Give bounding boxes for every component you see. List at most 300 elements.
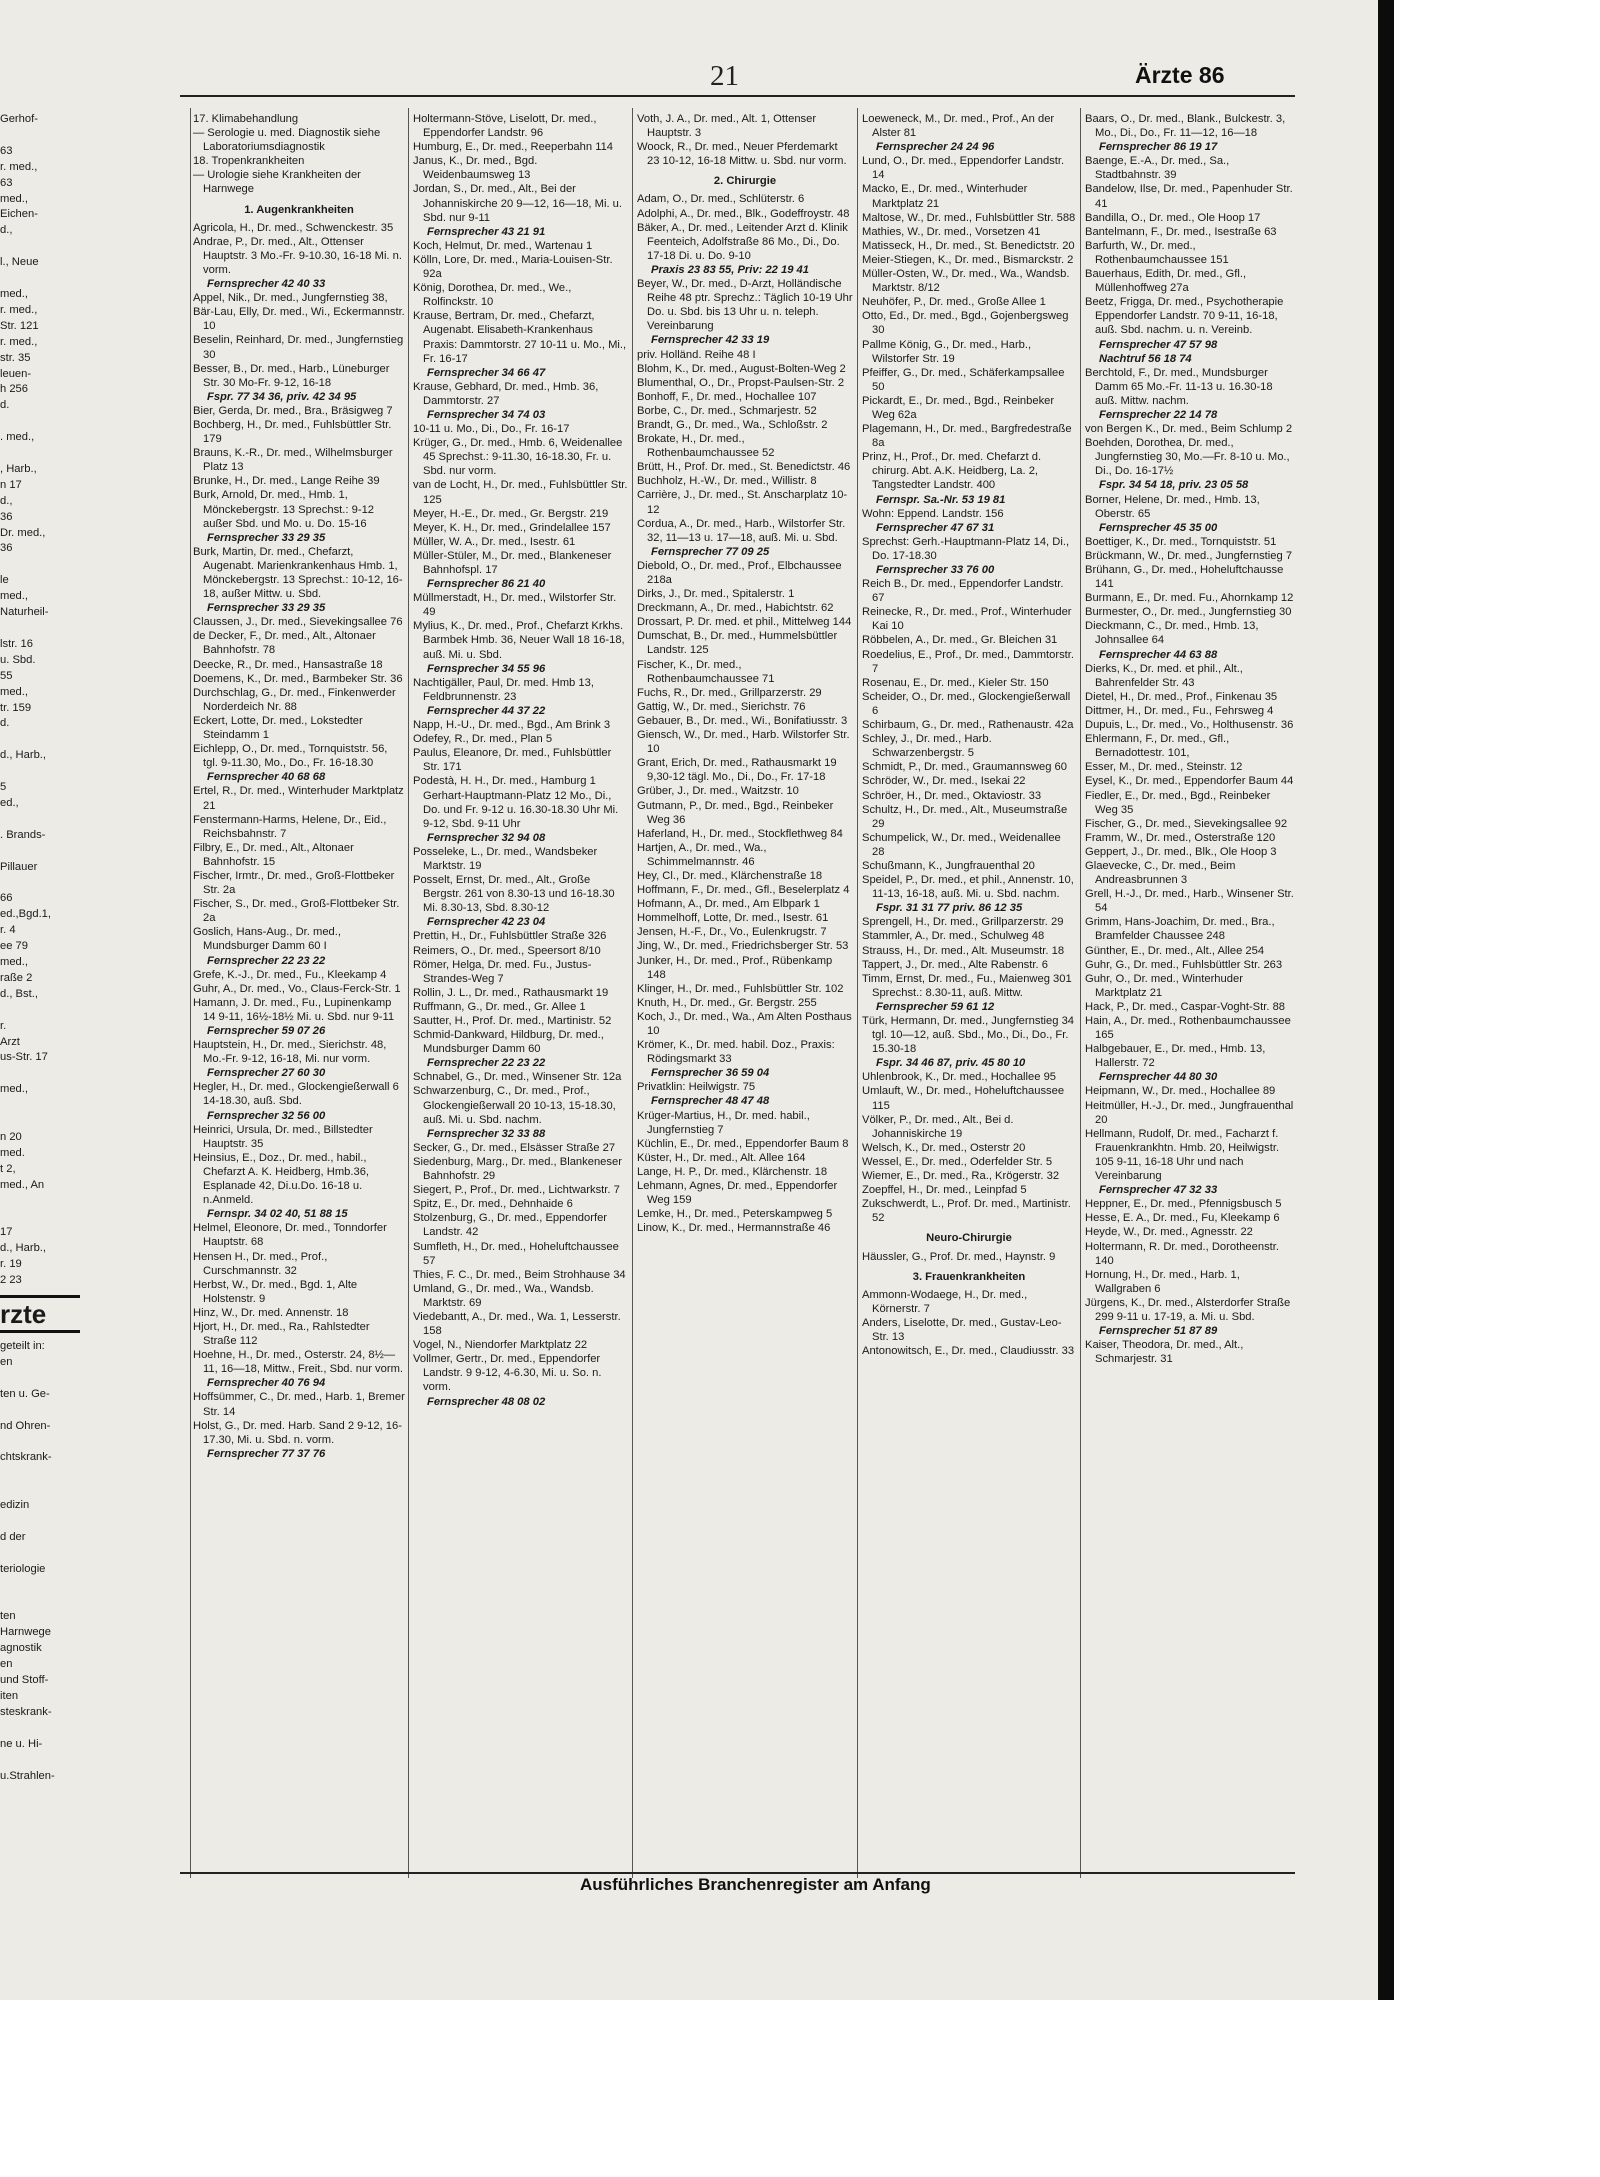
- directory-entry: Beetz, Frigga, Dr. med., Psychotherapie Eppendorfer Landstr. 70 9-11, 16-18, auß. Sbd. nachm. u. n. Vereinb.: [1085, 296, 1284, 337]
- directory-entry: Cordua, A., Dr. med., Harb., Wilstorfer Str. 32, 11—13 u. 17—18, auß. Mi. u. Sbd.: [637, 517, 846, 544]
- directory-entry: Hamann, J. Dr. med., Fu., Lupinenkamp 14 9-11, 16½-18½ Mi. u. Sbd. nur 9-11: [193, 996, 395, 1023]
- section-heading: 2. Chirurgie: [713, 175, 777, 188]
- directory-entry: — Serologie u. med. Diagnostik siehe Laboratoriumsdiagnostik: [193, 127, 381, 154]
- adjacent-page-fragment: . Brands-: [0, 828, 46, 841]
- adjacent-page-fragment: [0, 1114, 80, 1130]
- directory-entry: Krömer, K., Dr. med. habil. Doz., Praxis: Rödingsmarkt 33: [637, 1039, 835, 1066]
- adjacent-page-fragment: n 17: [0, 478, 22, 491]
- directory-entry: Agricola, H., Dr. med., Schwenckestr. 35: [193, 221, 394, 234]
- directory-entry: Heinrici, Ursula, Dr. med., Billstedter Hauptstr. 35: [193, 1123, 373, 1150]
- adjacent-page-fragment: [0, 876, 80, 892]
- directory-entry: Hesse, E. A., Dr. med., Fu, Kleekamp 6: [1085, 1212, 1280, 1225]
- directory-entry: Schley, J., Dr. med., Harb. Schwarzenbergstr. 5: [862, 733, 992, 760]
- directory-entry: Doemens, K., Dr. med., Barmbeker Str. 36: [193, 672, 403, 685]
- adjacent-page-fragment: [0, 1482, 80, 1498]
- adjacent-page-fragment: [0, 1721, 80, 1737]
- adjacent-page-fragment: 66: [0, 892, 13, 905]
- column-divider: [408, 108, 409, 1878]
- phone-line: Fernsprecher 86 19 17: [1099, 141, 1218, 154]
- directory-entry: Jordan, S., Dr. med., Alt., Bei der Johanniskirche 20 9—12, 16—18, Mi. u. Sbd. nur 9-11: [413, 183, 622, 224]
- phone-line: Fernsprecher 77 09 25: [651, 545, 770, 558]
- phone-line: Fernsprecher 33 29 35: [207, 531, 326, 544]
- directory-entry: Spitz, E., Dr. med., Dehnhaide 6: [413, 1198, 573, 1211]
- directory-entry: Napp, H.-U., Dr. med., Bgd., Am Brink 3: [413, 719, 611, 732]
- directory-entry: Jürgens, K., Dr. med., Alsterdorfer Straße 299 9-11 u. 17-19, a. Mi. u. Sbd.: [1085, 1296, 1291, 1323]
- directory-entry: Podestà, H. H., Dr. med., Hamburg 1 Gerhart-Hauptmann-Platz 12 Mo., Di., Do. und Fr. 9-12 u. 16.30-18.30 Uhr Mi. 9-12, Sbd. 9-11 Uhr: [413, 775, 619, 830]
- adjacent-page-fragment: steskrank-: [0, 1705, 52, 1718]
- directory-entry: Schirbaum, G., Dr. med., Rathenaustr. 42a: [862, 719, 1074, 732]
- directory-entry: Baenge, E.-A., Dr. med., Sa., Stadtbahnstr. 39: [1085, 155, 1230, 182]
- running-head: Ärzte 86: [1135, 62, 1225, 88]
- directory-entry: König, Dorothea, Dr. med., We., Rolfinckstr. 10: [413, 282, 572, 309]
- directory-entry: Janus, K., Dr. med., Bgd. Weidenbaumsweg 13: [413, 155, 538, 182]
- phone-line: Fernsprecher 34 66 47: [427, 366, 546, 379]
- directory-entry: Koch, Helmut, Dr. med., Wartenau 1: [413, 239, 593, 252]
- directory-entry: Brokate, H., Dr. med., Rothenbaumchaussee 52: [637, 433, 775, 460]
- phone-line: Fernsprecher 32 56 00: [207, 1109, 326, 1122]
- directory-entry: Strauss, H., Dr. med., Alt. Museumstr. 18: [862, 944, 1065, 957]
- adjacent-page-fragment: leuen-: [0, 367, 32, 380]
- adjacent-page-fragment: 36: [0, 510, 13, 523]
- directory-entry: Hack, P., Dr. med., Caspar-Voght-Str. 88: [1085, 1000, 1286, 1013]
- directory-entry: Eichlepp, O., Dr. med., Tornquiststr. 56, tgl. 9-11.30, Mo., Do., Fr. 16-18.30: [193, 743, 388, 770]
- directory-column-2: [413, 112, 628, 1872]
- directory-entry: Fischer, K., Dr. med., Rothenbaumchaussee 71: [637, 658, 775, 685]
- adjacent-page-heading: rzte: [0, 1295, 80, 1333]
- directory-entry: Fischer, Irmtr., Dr. med., Groß-Flottbeker Str. 2a: [193, 869, 395, 897]
- adjacent-page-fragment: 55: [0, 669, 13, 682]
- directory-entry: Burk, Martin, Dr. med., Chefarzt, Augenabt. Marienkrankenhaus Hmb. 1, Mönckebergstr. 13 Sprechst.: 10-12, 16-18, außer Mittw. u. Sbd.: [193, 545, 403, 601]
- directory-entry: Fiedler, E., Dr. med., Bgd., Reinbeker Weg 35: [1085, 789, 1271, 816]
- adjacent-page-fragment: geteilt in:: [0, 1340, 45, 1353]
- directory-entry: Küchlin, E., Dr. med., Eppendorfer Baum 8: [637, 1137, 849, 1150]
- directory-column-1: [193, 112, 405, 1872]
- directory-entry: Grefe, K.-J., Dr. med., Fu., Kleekamp 4: [193, 968, 387, 981]
- directory-entry: Glaevecke, C., Dr. med., Beim Andreasbrunnen 3: [1085, 859, 1236, 887]
- directory-entry: Helmel, Eleonore, Dr. med., Tonndorfer Hauptstr. 68: [193, 1222, 387, 1249]
- directory-entry: Hoffsümmer, C., Dr. med., Harb. 1, Bremer Str. 14: [193, 1391, 405, 1418]
- adjacent-page-fragment: , Harb.,: [0, 462, 37, 475]
- directory-entry: Eysel, K., Dr. med., Eppendorfer Baum 44: [1085, 775, 1294, 788]
- adjacent-page-fragment: le: [0, 574, 9, 587]
- directory-entry: Rollin, J. L., Dr. med., Rathausmarkt 19: [413, 986, 609, 999]
- directory-entry: Müller, W. A., Dr. med., Isestr. 61: [413, 535, 576, 548]
- directory-entry: Jensen, H.-F., Dr., Vo., Eulenkrugstr. 7: [637, 926, 827, 939]
- directory-entry: Schmidt, P., Dr. med., Graumannsweg 60: [862, 761, 1067, 774]
- directory-entry: Bandelow, Ilse, Dr. med., Papenhuder Str. 41: [1085, 183, 1293, 210]
- directory-entry: Brühann, G., Dr. med., Hoheluftchausse 141: [1085, 564, 1284, 591]
- directory-entry: Hauptstein, H., Dr. med., Sierichstr. 48, Mo.-Fr. 9-12, 16-18, Mi. nur vorm.: [193, 1039, 387, 1066]
- directory-entry: Macko, E., Dr. med., Winterhuder Marktplatz 21: [862, 183, 1028, 210]
- directory-entry: Siedenburg, Marg., Dr. med., Blankeneser Bahnhofstr. 29: [413, 1155, 622, 1183]
- adjacent-page-fragment: [0, 1578, 80, 1594]
- header-rule: [180, 95, 1295, 97]
- directory-entry: Lemke, H., Dr. med., Peterskampweg 5: [637, 1208, 833, 1221]
- directory-entry: Mylius, K., Dr. med., Prof., Chefarzt Krkhs. Barmbek Hmb. 36, Neuer Wall 18 16-18, auß. Mi. u. Sbd.: [413, 620, 625, 661]
- phone-line: Fernsprecher 32 94 08: [427, 831, 546, 844]
- adjacent-page-fragment: d., Harb.,: [0, 749, 47, 762]
- directory-entry: Giensch, W., Dr. med., Harb. Wilstorfer Str. 10: [637, 729, 850, 756]
- phone-line: Fernsprecher 77 37 76: [207, 1447, 326, 1460]
- directory-entry: Dirks, J., Dr. med., Spitalerstr. 1: [637, 588, 795, 601]
- directory-entry: Koch, J., Dr. med., Wa., Am Alten Posthaus 10: [637, 1010, 852, 1037]
- adjacent-page-fragment: u.Strahlen-: [0, 1769, 55, 1782]
- directory-entry: — Urologie siehe Krankheiten der Harnwege: [193, 169, 361, 196]
- directory-entry: Brauns, K.-R., Dr. med., Wilhelmsburger Platz 13: [193, 447, 393, 474]
- directory-entry: Neuhöfer, P., Dr. med., Große Allee 1: [862, 296, 1046, 309]
- directory-entry: Holst, G., Dr. med. Harb. Sand 2 9-12, 16-17.30, Mi. u. Sbd. n. vorm.: [193, 1419, 402, 1446]
- phone-line: Fspr. 77 34 36, priv. 42 34 95: [207, 390, 357, 403]
- directory-entry: Blumenthal, O., Dr., Propst-Paulsen-Str. 2: [637, 376, 845, 389]
- adjacent-page-fragment: d.: [0, 717, 10, 730]
- directory-entry: Voth, J. A., Dr. med., Alt. 1, Ottenser Hauptstr. 3: [637, 113, 817, 140]
- phone-line: Fernsprecher 36 59 04: [651, 1067, 770, 1080]
- adjacent-page-lines: [0, 112, 80, 1289]
- adjacent-page-fragment: [0, 557, 80, 573]
- directory-entry: Heinsius, E., Doz., Dr. med., habil., Chefarzt A. K. Heidberg, Hmb.36, Esplanade 42, Di.u.Do. 16-18 u. n.Anmeld.: [193, 1151, 370, 1207]
- directory-entry: Grimm, Hans-Joachim, Dr. med., Bra., Bramfelder Chaussee 248: [1085, 916, 1275, 943]
- directory-entry: Krause, Gebhard, Dr. med., Hmb. 36, Dammtorstr. 27: [413, 380, 599, 407]
- adjacent-page-fragment: med.,: [0, 192, 28, 205]
- directory-entry: Privatklin: Heilwigstr. 75: [637, 1081, 756, 1094]
- directory-entry: Paulus, Eleanore, Dr. med., Fuhlsbüttler Str. 171: [413, 747, 612, 774]
- directory-entry: Bandilla, O., Dr. med., Ole Hoop 17: [1085, 211, 1261, 224]
- directory-entry: Drossart, P. Dr. med. et phil., Mittelweg 144: [637, 616, 852, 629]
- adjacent-page-fragment: ed.,Bgd.1,: [0, 908, 52, 921]
- directory-entry: Wiemer, E., Dr. med., Ra., Krögerstr. 32: [862, 1170, 1060, 1183]
- directory-entry: Dupuis, L., Dr. med., Vo., Holthusenstr. 36: [1085, 719, 1294, 732]
- directory-entry: Sautter, H., Prof. Dr. med., Martinistr. 52: [413, 1015, 612, 1027]
- section-heading: 1. Augenkrankheiten: [244, 203, 354, 216]
- adjacent-page-fragment: [0, 1466, 80, 1482]
- directory-entry: Roedelius, E., Prof., Dr. med., Dammtorstr. 7: [862, 648, 1075, 675]
- directory-entry: Brunke, H., Dr. med., Lange Reihe 39: [193, 475, 380, 488]
- directory-entry: Bauerhaus, Edith, Dr. med., Gfl., Müllenhoffweg 27a: [1085, 268, 1247, 295]
- adjacent-page-fragment: en: [0, 1658, 13, 1671]
- directory-entry: Dietel, H., Dr. med., Prof., Finkenau 35: [1085, 690, 1278, 703]
- phone-line: Fernsprecher 45 35 00: [1099, 521, 1218, 534]
- directory-entry: Tappert, J., Dr. med., Alte Rabenstr. 6: [862, 958, 1048, 971]
- adjacent-page-fragment: ee 79: [0, 940, 28, 953]
- directory-entry: Schultz, H., Dr. med., Alt., Museumstraße 29: [862, 803, 1068, 830]
- directory-entry: Deecke, R., Dr. med., Hansastraße 18: [193, 658, 383, 671]
- section-heading: Neuro-Chirurgie: [926, 1232, 1012, 1245]
- directory-entry: Krüger, G., Dr. med., Hmb. 6, Weidenallee 45 Sprechst.: 9-11.30, 16-18.30, Fr. u. Sbd. nur vorm.: [413, 437, 623, 478]
- directory-entry: Hoehne, H., Dr. med., Osterstr. 24, 8½—11, 16—18, Mittw., Freit., Sbd. nur vorm.: [193, 1349, 403, 1376]
- adjacent-page-fragment: [0, 1753, 80, 1769]
- directory-entry: Antonowitsch, E., Dr. med., Claudiusstr. 33: [862, 1345, 1075, 1358]
- directory-entry: 17. Klimabehandlung: [193, 113, 299, 125]
- phone-line: Fernsprecher 47 67 31: [876, 521, 995, 534]
- directory-entry: Hartjen, A., Dr. med., Wa., Schimmelmannstr. 46: [637, 841, 767, 868]
- directory-entry: Müller-Stüler, M., Dr. med., Blankeneser Bahnhofspl. 17: [413, 549, 612, 576]
- phone-line: Fernsprecher 32 33 88: [427, 1127, 546, 1140]
- directory-entry: Hegler, H., Dr. med., Glockengießerwall 6 14-18.30, auß. Sbd.: [193, 1081, 399, 1108]
- directory-entry: Halbgebauer, E., Dr. med., Hmb. 13, Hallerstr. 72: [1085, 1043, 1266, 1070]
- adjacent-page-fragment: ed.,: [0, 796, 19, 809]
- directory-entry: Hofmann, A., Dr. med., Am Elbpark 1: [637, 898, 820, 911]
- adjacent-page-fragment: [0, 1194, 80, 1210]
- phone-line: Fernsprecher 22 23 22: [207, 954, 326, 967]
- directory-entry: Esser, M., Dr. med., Steinstr. 12: [1085, 761, 1243, 774]
- directory-entry: Stolzenburg, G., Dr. med., Eppendorfer Landstr. 42: [413, 1212, 608, 1239]
- directory-entry: Boehden, Dorothea, Dr. med., Jungfernstieg 30, Mo.—Fr. 8-10 u. Mo., Di., Do. 16-17½: [1085, 437, 1290, 478]
- directory-entry: Borner, Helene, Dr. med., Hmb. 13, Oberstr. 65: [1085, 493, 1260, 520]
- adjacent-page-fragment: edizin: [0, 1499, 30, 1512]
- adjacent-page-fragment: agnostik: [0, 1642, 42, 1655]
- adjacent-page-fragment: [0, 446, 80, 462]
- directory-entry: Stammler, A., Dr. med., Schulweg 48: [862, 930, 1045, 943]
- adjacent-page-fragment: med.,: [0, 685, 28, 698]
- directory-entry: Röbbelen, A., Dr. med., Gr. Bleichen 31: [862, 634, 1058, 647]
- directory-entry: Filbry, E., Dr. med., Alt., Altonaer Bahnhofstr. 15: [193, 841, 354, 868]
- directory-entry: Hey, Cl., Dr. med., Klärchenstraße 18: [637, 869, 823, 882]
- adjacent-page-fragment: ne u. Hi-: [0, 1737, 43, 1750]
- directory-entry: 10-11 u. Mo., Di., Do., Fr. 16-17: [413, 423, 570, 436]
- directory-entry: Pfeiffer, G., Dr. med., Schäferkampsallee 50: [862, 366, 1065, 393]
- adjacent-page-fragment: Harnwege: [0, 1626, 51, 1639]
- directory-entry: Grell, H.-J., Dr. med., Harb., Winsener Str. 54: [1085, 888, 1294, 915]
- directory-entry: Fuchs, R., Dr. med., Grillparzerstr. 29: [637, 686, 822, 699]
- directory-column-3: [637, 112, 853, 1872]
- adjacent-page-fragment: us-Str. 17: [0, 1051, 48, 1064]
- adjacent-page-fragment: d der: [0, 1530, 26, 1543]
- adjacent-page-fragment: str. 35: [0, 351, 31, 364]
- directory-entry: Adam, O., Dr. med., Schlüterstr. 6: [637, 193, 805, 206]
- adjacent-page-fragment: [0, 812, 80, 828]
- phone-line: Fernsprecher 43 21 91: [427, 225, 546, 238]
- adjacent-page-fragment: med.,: [0, 287, 28, 300]
- directory-entry: Framm, W., Dr. med., Osterstraße 120: [1085, 831, 1276, 844]
- directory-entry: Buchholz, H.-W., Dr. med., Willistr. 8: [637, 475, 817, 488]
- adjacent-page-fragment: ten u. Ge-: [0, 1387, 50, 1400]
- directory-entry: Speidel, P., Dr. med., et phil., Annenstr. 10, 11-13, 16-18, auß. Mi. u. Sbd. nachm.: [862, 874, 1074, 901]
- page-number: 21: [710, 60, 739, 92]
- adjacent-page-fragment: med.,: [0, 956, 28, 969]
- directory-entry: Meyer, H.-E., Dr. med., Gr. Bergstr. 219: [413, 507, 609, 520]
- directory-entry: Prettin, H., Dr., Fuhlsbüttler Straße 326: [413, 930, 607, 943]
- directory-entry: Brütt, H., Prof. Dr. med., St. Benedictstr. 46: [637, 461, 851, 474]
- phone-line: Fernsprecher 51 87 89: [1099, 1325, 1218, 1338]
- directory-entry: Barfurth, W., Dr. med., Rothenbaumchaussee 151: [1085, 239, 1229, 266]
- directory-entry: Diebold, O., Dr. med., Prof., Elbchaussee 218a: [637, 559, 842, 586]
- directory-entry: Plagemann, H., Dr. med., Bargfredestraße 8a: [862, 423, 1072, 450]
- phone-line: Fernsprecher 34 74 03: [427, 408, 546, 421]
- directory-entry: Burk, Arnold, Dr. med., Hmb. 1, Mönckebergstr. 13 Sprechst.: 9-12 außer Sbd. und Mo. u. Do. 15-16: [193, 489, 375, 530]
- directory-entry: Vogel, N., Niendorfer Marktplatz 22: [413, 1339, 588, 1352]
- phone-line: Fernsprecher 42 33 19: [651, 334, 770, 347]
- adjacent-page-fragment: d.: [0, 399, 10, 412]
- directory-entry: Lehmann, Agnes, Dr. med., Eppendorfer Weg 159: [637, 1180, 838, 1207]
- phone-line: Fernsprecher 86 21 40: [427, 578, 546, 591]
- adjacent-page-fragment: Pillauer: [0, 860, 38, 873]
- directory-entry: Secker, G., Dr. med., Elsässer Straße 27: [413, 1141, 616, 1154]
- directory-entry: Besser, B., Dr. med., Harb., Lüneburger Str. 30 Mo-Fr. 9-12, 16-18: [193, 362, 390, 389]
- directory-entry: Krüger-Martius, H., Dr. med. habil., Jungfernstieg 7: [637, 1109, 810, 1136]
- directory-entry: Gebauer, B., Dr. med., Wi., Bonifatiusstr. 3: [637, 714, 848, 727]
- directory-entry: Günther, E., Dr. med., Alt., Allee 254: [1085, 944, 1265, 957]
- directory-entry: Fischer, S., Dr. med., Groß-Flottbeker Str. 2a: [193, 898, 400, 925]
- adjacent-page-fragment: l., Neue: [0, 256, 39, 269]
- directory-entry: Baars, O., Dr. med., Blank., Bulckestr. 3, Mo., Di., Do., Fr. 11—12, 16—18: [1085, 113, 1286, 140]
- adjacent-page-fragment: [0, 239, 80, 255]
- directory-entry: Dierks, K., Dr. med. et phil., Alt., Bahrenfelder Str. 43: [1085, 662, 1243, 689]
- directory-entry: Gutmann, P., Dr. med., Bgd., Reinbeker Weg 36: [637, 799, 834, 826]
- phone-line: Fspr. 34 46 87, priv. 45 80 10: [876, 1057, 1026, 1070]
- adjacent-page-fragment: [0, 844, 80, 860]
- adjacent-page-fragment: r.: [0, 1019, 7, 1032]
- directory-entry: Woock, R., Dr. med., Neuer Pferdemarkt 23 10-12, 16-18 Mittw. u. Sbd. nur vorm.: [637, 141, 847, 168]
- directory-entry: Geppert, J., Dr. med., Blk., Ole Hoop 3: [1085, 845, 1277, 858]
- directory-entry: Fischer, G., Dr. med., Sievekingsallee 92: [1085, 817, 1288, 830]
- adjacent-page-fragment: d., Harb.,: [0, 1242, 47, 1255]
- directory-entry: Timm, Ernst, Dr. med., Fu., Maienweg 301 Sprechst.: 8.30-11, auß. Mittw.: [862, 972, 1072, 999]
- directory-entry: Nachtigäller, Paul, Dr. med. Hmb 13, Feldbrunnenstr. 23: [413, 676, 594, 703]
- directory-entry: Hommelhoff, Lotte, Dr. med., Isestr. 61: [637, 912, 829, 925]
- adjacent-page-fragment: Naturheil-: [0, 606, 49, 619]
- directory-entry: Posselt, Ernst, Dr. med., Alt., Große Bergstr. 261 von 8.30-13 und 16-18.30 Mi. 8.30-13, Sbd. 8.30-12: [413, 874, 615, 915]
- directory-entry: Umlauft, W., Dr. med., Hoheluftchaussee 115: [862, 1085, 1065, 1112]
- phone-line: Fernsprecher 27 60 30: [207, 1067, 326, 1080]
- phone-line: Fernsprecher 44 37 22: [427, 704, 546, 717]
- adjacent-page-fragment: [0, 621, 80, 637]
- directory-entry: Pickardt, E., Dr. med., Bgd., Reinbeker Weg 62a: [862, 394, 1055, 421]
- phone-line: Nachtruf 56 18 74: [1099, 352, 1192, 365]
- phone-line: Fernsprecher 34 55 96: [427, 662, 546, 675]
- adjacent-page-fragment: chtskrank-: [0, 1451, 52, 1464]
- directory-entry: Guhr, A., Dr. med., Vo., Claus-Ferck-Str. 1: [193, 982, 401, 995]
- directory-entry: Berchtold, F., Dr. med., Mundsburger Damm 65 Mo.-Fr. 11-13 u. 16.30-18 auß. Mittw. nachm.: [1085, 366, 1273, 407]
- directory-entry: Adolphi, A., Dr. med., Blk., Godeffroystr. 48: [637, 207, 850, 220]
- directory-entry: Jing, W., Dr. med., Friedrichsberger Str. 53: [637, 940, 849, 953]
- adjacent-page-fragment: en: [0, 1355, 13, 1368]
- directory-entry: Schumpelick, W., Dr. med., Weidenallee 28: [862, 831, 1061, 858]
- directory-entry: Brückmann, W., Dr. med., Jungfernstieg 7: [1085, 549, 1293, 562]
- directory-entry: Junker, H., Dr. med., Prof., Rübenkamp 148: [637, 954, 833, 981]
- adjacent-page-fragment: h 256: [0, 383, 28, 396]
- directory-entry: Sprengell, H., Dr. med., Grillparzerstr. 29: [862, 916, 1064, 929]
- adjacent-page-fragment: r. 19: [0, 1258, 22, 1271]
- directory-entry: Haferland, H., Dr. med., Stockflethweg 84: [637, 827, 843, 840]
- phone-line: Fernsprecher 59 61 12: [876, 1000, 995, 1013]
- directory-entry: von Bergen K., Dr. med., Beim Schlump 2: [1085, 423, 1293, 436]
- directory-entry: Völker, P., Dr. med., Alt., Bei d. Johanniskirche 19: [862, 1113, 1014, 1140]
- adjacent-page-fragment: raße 2: [0, 971, 33, 984]
- adjacent-page-fragment: Arzt: [0, 1035, 20, 1048]
- adjacent-page-fragment: med.,: [0, 590, 28, 603]
- directory-entry: Guhr, G., Dr. med., Fuhlsbüttler Str. 263: [1085, 958, 1283, 971]
- directory-entry: Hinz, W., Dr. med. Annenstr. 18: [193, 1306, 349, 1319]
- directory-entry: Goslich, Hans-Aug., Dr. med., Mundsburger Damm 60 I: [193, 926, 341, 953]
- adjacent-page-fragment: Str. 121: [0, 319, 39, 332]
- adjacent-page-fragment: t 2,: [0, 1162, 16, 1175]
- directory-entry: Maltose, W., Dr. med., Fuhlsbüttler Str. 588: [862, 211, 1076, 224]
- directory-entry: Vollmer, Gertr., Dr. med., Eppendorfer Landstr. 9 9-12, 4-6.30, Mi. u. So. n. vorm.: [413, 1353, 602, 1394]
- directory-entry: Zoepffel, H., Dr. med., Leinpfad 5: [862, 1184, 1027, 1197]
- directory-entry: Heitmüller, H.-J., Dr. med., Jungfrauenthal 20: [1085, 1099, 1294, 1126]
- directory-entry: Bäker, A., Dr. med., Leitender Arzt d. Klinik Feenteich, Adolfstraße 86 Mo., Di., Do. 17-18 Di. u. Do. 9-10: [637, 221, 848, 262]
- directory-entry: Krause, Bertram, Dr. med., Chefarzt, Augenabt. Elisabeth-Krankenhaus Praxis: Dammtorstr. 27 10-11 u. Mo., Mi., Fr. 16-17: [413, 310, 627, 365]
- directory-entry: Posseleke, L., Dr. med., Wandsbeker Marktstr. 19: [413, 845, 598, 872]
- adjacent-page-fragment: teriologie: [0, 1562, 46, 1575]
- phone-line: Fspr. 34 54 18, priv. 23 05 58: [1099, 479, 1249, 492]
- adjacent-page-fragment: [0, 1403, 80, 1419]
- directory-entry: Schnabel, G., Dr. med., Winsener Str. 12a: [413, 1071, 622, 1084]
- directory-entry: Lange, H. P., Dr. med., Klärchenstr. 18: [637, 1165, 828, 1178]
- directory-entry: Umland, G., Dr. med., Wa., Wandsb. Marktstr. 69: [413, 1282, 594, 1309]
- directory-entry: priv. Holländ. Reihe 48 I: [637, 348, 756, 361]
- adjacent-page-fragment: r. med.,: [0, 335, 38, 348]
- phone-line: Fernsprecher 44 63 88: [1099, 648, 1218, 661]
- adjacent-page-fragment: 36: [0, 542, 13, 555]
- directory-entry: Viedebantt, A., Dr. med., Wa. 1, Lesserstr. 158: [413, 1310, 621, 1338]
- directory-entry: Humburg, E., Dr. med., Reeperbahn 114: [413, 141, 614, 154]
- directory-entry: Grüber, J., Dr. med., Waitzstr. 10: [637, 785, 799, 798]
- footer-note: Ausführliches Branchenregister am Anfang: [580, 1875, 931, 1894]
- directory-entry: Sumfleth, H., Dr. med., Hoheluftchaussee 57: [413, 1240, 619, 1267]
- directory-entry: Schmid-Dankward, Hildburg, Dr. med., Mundsburger Damm 60: [413, 1029, 604, 1056]
- adjacent-page-fragment: 5: [0, 781, 7, 794]
- directory-entry: Odefey, R., Dr. med., Plan 5: [413, 733, 553, 746]
- directory-entry: Ertel, R., Dr. med., Winterhuder Marktplatz 21: [193, 785, 404, 812]
- column-divider: [1080, 108, 1081, 1878]
- adjacent-page-fragment: [0, 128, 80, 144]
- column-divider: [857, 108, 858, 1878]
- phone-line: Fernsprecher 22 14 78: [1099, 408, 1218, 421]
- directory-entry: Küster, H., Dr. med., Alt. Allee 164: [637, 1151, 806, 1164]
- directory-entry: Burmester, O., Dr. med., Jungfernstieg 30: [1085, 606, 1292, 619]
- directory-entry: Heipmann, W., Dr. med., Hochallee 89: [1085, 1085, 1276, 1098]
- phone-line: Fernspr. Sa.-Nr. 53 19 81: [876, 493, 1006, 506]
- directory-entry: Wessel, E., Dr. med., Oderfelder Str. 5: [862, 1155, 1053, 1168]
- directory-entry: Rosenau, E., Dr. med., Kieler Str. 150: [862, 676, 1049, 689]
- adjacent-page-fragment: 63: [0, 144, 13, 157]
- directory-entry: Linow, K., Dr. med., Hermannstraße 46: [637, 1222, 831, 1235]
- adjacent-page-fragment: 63: [0, 176, 13, 189]
- column-divider: [190, 108, 191, 1878]
- directory-entry: Eckert, Lotte, Dr. med., Lokstedter Steindamm 1: [193, 714, 363, 742]
- adjacent-page-fragment: [0, 1435, 80, 1451]
- directory-entry: Grant, Erich, Dr. med., Rathausmarkt 19 9,30-12 tägl. Mo., Di., Do., Fr. 17-18: [637, 757, 837, 784]
- directory-entry: Appel, Nik., Dr. med., Jungfernstieg 38,: [193, 292, 388, 305]
- adjacent-page-fragment: [0, 764, 80, 780]
- directory-entry: Ehlermann, F., Dr. med., Gfl., Bernadottestr. 101,: [1085, 733, 1230, 760]
- directory-entry: Hjort, H., Dr. med., Ra., Rahlstedter Straße 112: [193, 1320, 370, 1348]
- directory-entry: Mathies, W., Dr. med., Vorsetzen 41: [862, 225, 1041, 238]
- adjacent-page-fragment: d.,: [0, 224, 13, 237]
- directory-entry: Dumschat, B., Dr. med., Hummelsbüttler Landstr. 125: [637, 630, 838, 657]
- adjacent-page-fragment: Eichen-: [0, 208, 38, 221]
- directory-entry: Schwarzenburg, C., Dr. med., Prof., Glockengießerwall 20 10-13, 15-18.30, auß. Mi. u. Sbd. nachm.: [413, 1085, 616, 1126]
- directory-entry: Dittmer, H., Dr. med., Fu., Fehrsweg 4: [1085, 704, 1274, 717]
- phone-line: Fernsprecher 59 07 26: [207, 1025, 326, 1037]
- adjacent-page-fragment: [0, 414, 80, 430]
- directory-entry: Andrae, P., Dr. med., Alt., Ottenser Hauptstr. 3 Mo.-Fr. 9-10.30, 16-18 Mi. n. vorm.: [193, 235, 402, 276]
- directory-entry: Dreckmann, A., Dr. med., Habichtstr. 62: [637, 602, 834, 615]
- adjacent-page-fragment: med., An: [0, 1178, 45, 1191]
- adjacent-page-fragment: r. med.,: [0, 160, 38, 173]
- directory-entry: Scheider, O., Dr. med., Glockengießerwall 6: [862, 690, 1071, 717]
- directory-entry: Hornung, H., Dr. med., Harb. 1, Wallgraben 6: [1085, 1268, 1240, 1295]
- adjacent-page-fragment: iten: [0, 1690, 19, 1702]
- directory-entry: Pallme König, G., Dr. med., Harb., Wilstorfer Str. 19: [862, 338, 1032, 365]
- phone-line: Fernsprecher 48 47 48: [651, 1095, 770, 1108]
- adjacent-page-fragment: [0, 1098, 80, 1114]
- phone-line: Fernsprecher 47 32 33: [1099, 1184, 1218, 1197]
- directory-entry: Matisseck, H., Dr. med., St. Benedictstr. 20: [862, 239, 1075, 252]
- adjacent-page-fragment: [0, 1594, 80, 1610]
- directory-entry: Zukschwerdt, L., Prof. Dr. med., Martinistr. 52: [862, 1198, 1071, 1225]
